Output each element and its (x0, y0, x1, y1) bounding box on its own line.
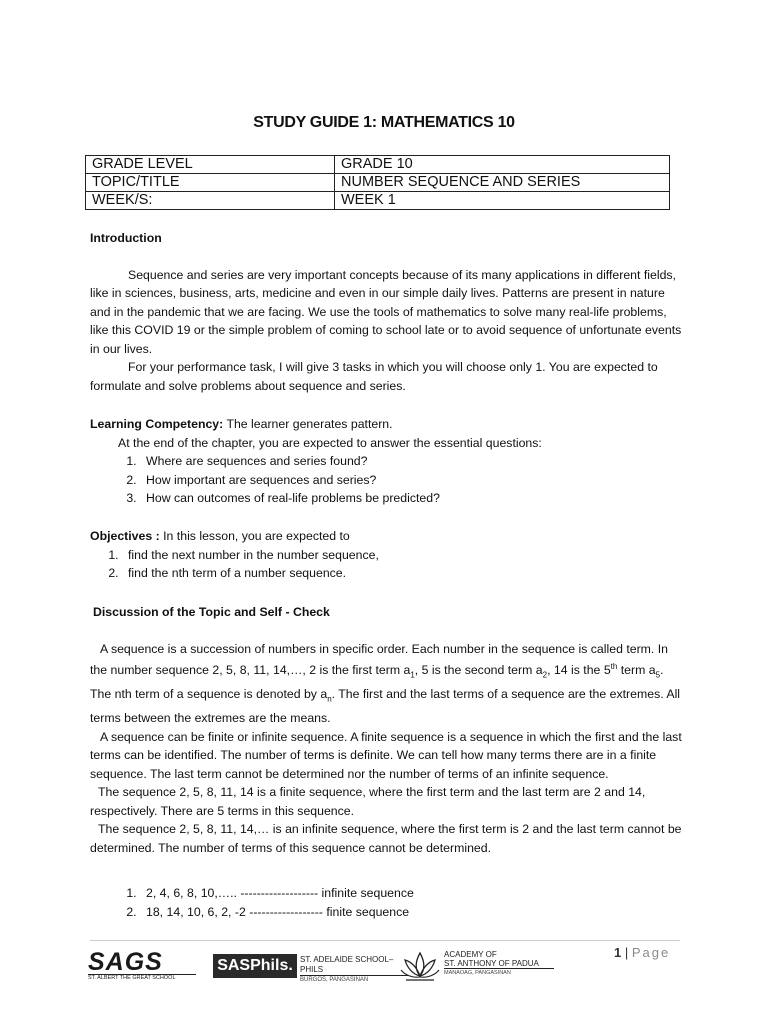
list-item: 1. find the next number in the number sequence, (122, 546, 685, 565)
table-cell-value: GRADE 10 (335, 156, 670, 174)
sags-logo-subtitle: ST. ALBERT THE GREAT SCHOOL (88, 974, 196, 982)
discussion-paragraph-3: The sequence 2, 5, 8, 11, 14 is a finite sequence, where the first term and the last term are 2 and 14, respectively. There are 5 terms in this sequence. (90, 785, 646, 818)
text-run: . The first and the last terms of a sequence are the extremes. All terms between the extremes are the means. (90, 687, 681, 725)
competency-text: The learner generates pattern. (223, 417, 393, 431)
academy-logo-caption (444, 950, 554, 977)
examples-section (90, 884, 685, 921)
academy-logo-line3: MANAOAG, PANGASINAN (444, 970, 511, 976)
objectives-line (90, 527, 685, 546)
sasphils-logo-line2: BURGOS, PANGASINAN (300, 977, 369, 983)
table-cell-label: WEEK/S: (86, 192, 335, 210)
subscript: n (327, 694, 332, 704)
superscript: th (610, 662, 618, 671)
list-item: 1. 2, 4, 6, 8, 10,….. ------------------- infinite sequence (140, 884, 685, 903)
discussion-paragraph-4: The sequence 2, 5, 8, 11, 14,… is an infinite sequence, where the first term is 2 and the last term cannot be determined. The number of terms of this sequence cannot be determined. (90, 822, 682, 855)
subscript: 2 (542, 670, 548, 680)
objectives-label: Objectives : (90, 529, 160, 543)
text-run: , 14 is the 5 (547, 663, 611, 678)
academy-logo-line1: ACADEMY OF (444, 950, 497, 959)
text-run: A sequence is a succession of numbers in specific order. Each number in the sequence is called term. In the number sequence 2, 5, 8, 11, 14,…, 2 is the first term a (90, 641, 669, 678)
page-separator: | (621, 945, 632, 960)
introduction-section (90, 229, 685, 395)
sasphils-logo-text: SASPhils. (217, 957, 293, 974)
sags-logo (88, 950, 198, 982)
competency-label: Learning Competency: (90, 417, 224, 431)
table-cell-label: GRADE LEVEL (86, 156, 335, 174)
table-row (86, 156, 670, 174)
page-number-value: 1 (614, 945, 622, 960)
text-run: term a (617, 663, 656, 678)
subscript: 5 (655, 670, 661, 680)
lotus-icon (400, 950, 440, 982)
info-table (85, 155, 670, 210)
competency-line (90, 415, 685, 434)
discussion-heading: Discussion of the Topic and Self - Check (93, 605, 330, 619)
introduction-heading: Introduction (90, 231, 162, 245)
performance-task-paragraph: For your performance task, I will give 3 tasks in which you will choose only 1. You are expected to formulate and solve problems about sequence and series. (90, 360, 658, 393)
page-title: STUDY GUIDE 1: MATHEMATICS 10 (253, 114, 515, 131)
table-row (86, 192, 670, 210)
examples-list (90, 884, 685, 921)
table-cell-label: TOPIC/TITLE (86, 174, 335, 192)
introduction-paragraph: Sequence and series are very important concepts because of its many applications in different fields, like in sciences, business, arts, medicine and even in our simple daily lives. Patterns are present in nature and in the pandemic that we are facing. We use the tools of mathematics to solve many real-life problems, like this COVID 19 or the simple problem of coming to school late or to avoid sequence of unfortunate events in our lives. (90, 267, 682, 356)
essential-questions-list (90, 452, 685, 508)
competency-section (90, 415, 685, 508)
list-item: 2. find the nth term of a number sequence. (122, 564, 685, 583)
table-cell-value: NUMBER SEQUENCE AND SERIES (335, 174, 670, 192)
list-item: 2. How important are sequences and series? (140, 471, 685, 490)
list-item: 1. Where are sequences and series found? (140, 452, 685, 471)
sasphils-logo-line1: ST. ADELAIDE SCHOOL–PHILS (300, 955, 408, 976)
discussion-paragraph-1 (90, 640, 685, 728)
table-row (86, 174, 670, 192)
objectives-text: In this lesson, you are expected to (159, 529, 350, 543)
list-item: 3. How can outcomes of real-life problems be predicted? (140, 489, 685, 508)
text-run: , 5 is the second term a (414, 663, 543, 678)
footer-divider (90, 940, 680, 941)
list-item: 2. 18, 14, 10, 6, 2, -2 ------------------ finite sequence (140, 903, 685, 922)
discussion-paragraph-2: A sequence can be finite or infinite sequence. A finite sequence is a sequence in which the first and the last terms can be identified. The number of terms is definite. We can tell how many terms there are in a finite sequence. The last term cannot be determined nor the number of terms of an infinite sequence. (90, 729, 682, 781)
academy-logo-line2: ST. ANTHONY OF PADUA (444, 959, 554, 969)
objectives-section (90, 527, 685, 583)
page-word: Page (631, 945, 671, 960)
footer-logos (88, 948, 688, 988)
competency-lead: At the end of the chapter, you are expected to answer the essential questions: (118, 435, 542, 450)
sags-logo-text: SAGS (88, 948, 163, 976)
table-cell-value: WEEK 1 (335, 192, 670, 210)
sasphils-logo (213, 954, 297, 978)
discussion-section (90, 603, 685, 857)
subscript: 1 (410, 670, 415, 680)
objectives-list (90, 546, 685, 583)
sasphils-logo-caption (300, 955, 408, 984)
text-run: . The nth term of a sequence is denoted by a (90, 663, 664, 702)
